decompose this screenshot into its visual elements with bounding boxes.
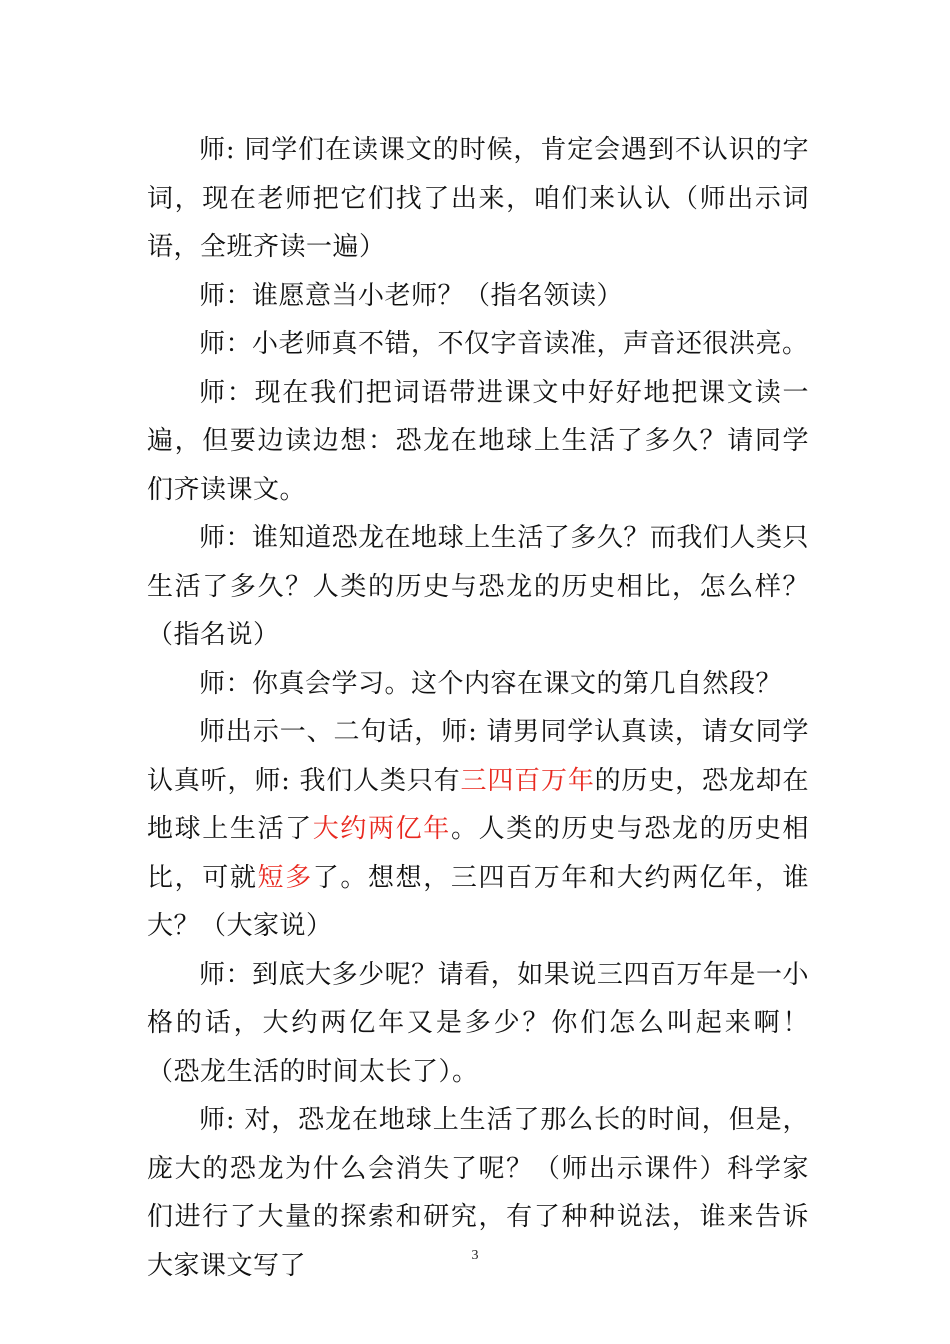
paragraph: [147, 320, 809, 369]
paragraph-text: 了。想想，三四百万年和大约两亿年，谁大？（大家说）: [147, 862, 809, 941]
paragraph-text: 师: 同学们在读课文的时候，肯定会遇到不认识的字词，现在老师把它们找了出来，咱们来认认（师出示词语，全班齐读一遍）: [147, 135, 809, 262]
highlighted-text: 三四百万年: [460, 765, 595, 796]
paragraph-text: 师：谁愿意当小老师？（指名领读）: [199, 280, 624, 311]
document-body: [147, 126, 809, 1290]
paragraph-text: 师：谁知道恐龙在地球上生活了多久？而我们人类只生活了多久？人类的历史与恐龙的历史相比，怎么样？（指名说）: [147, 523, 809, 650]
paragraph-text: 师：现在我们把词语带进课文中好好地把课文读一遍，但要边读边想：恐龙在地球上生活了多久？请同学们齐读课文。: [147, 377, 809, 505]
paragraph: [147, 272, 809, 321]
paragraph-text: 的历史，恐龙却在地球上生活了: [147, 765, 809, 844]
paragraph-text: 师出示一、二句话，师: 请男同学认真读，请女同学认真听，师: 我们人类只有: [147, 717, 809, 796]
paragraph-text: 师：你真会学习。这个内容在课文的第几自然段？: [199, 668, 783, 699]
highlighted-text: 大约两亿年: [312, 814, 451, 844]
paragraph: [147, 660, 809, 709]
highlighted-text: 短多: [257, 862, 313, 893]
paragraph: [147, 126, 809, 272]
paragraph: [147, 708, 809, 951]
paragraph-text: 师: 对，恐龙在地球上生活了那么长的时间，但是，庞大的恐龙为什么会消失了呢？（师出示课件）科学家们进行了大量的探索和研究，有了种种说法，谁来告诉大家课文写了: [147, 1105, 809, 1281]
paragraph: [147, 951, 809, 1097]
page-number: 3: [471, 1248, 479, 1263]
paragraph: [147, 369, 809, 515]
paragraph-text: 。人类的历史与恐龙的历史相比，可就: [147, 814, 809, 893]
paragraph-text: 师：到底大多少呢？请看，如果说三四百万年是一小格的话，大约两亿年又是多少？你们怎么叫起来啊！（恐龙生活的时间太长了）。: [147, 959, 809, 1087]
paragraph-text: 师：小老师真不错，不仅字音读准，声音还很洪亮。: [199, 329, 809, 359]
paragraph: [147, 514, 809, 660]
